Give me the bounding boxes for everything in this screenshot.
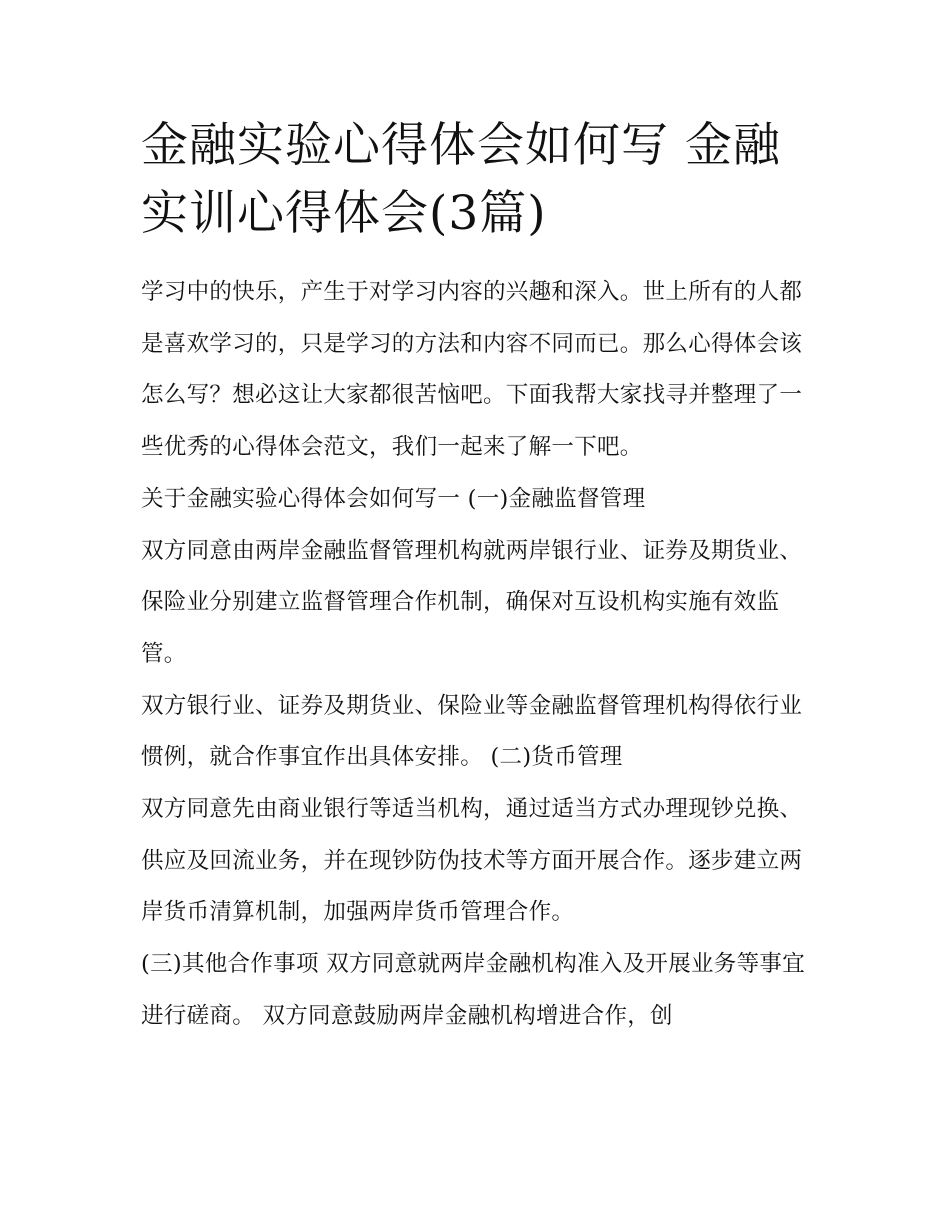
document-title: 金融实验心得体会如何写 金融实训心得体会(3篇) [141,118,781,241]
document-body [141,267,813,1043]
document-page [141,112,813,1043]
paragraph-supervision-mechanism: 双方同意由两岸金融监督管理机构就两岸银行业、证券及期货业、保险业分别建立监督管理合作机制，确保对互设机构实施有效监管。 [141,537,803,667]
section-heading-financial-supervision: 关于金融实验心得体会如何写一 (一)金融监督管理 [141,485,646,512]
paragraph-other-cooperation: (三)其他合作事项 双方同意就两岸金融机构准入及开展业务等事宜进行磋商。 双方同意鼓励两岸金融机构增进合作，创 [141,951,806,1029]
paragraph-currency-management: 双方同意先由商业银行等适当机构，通过适当方式办理现钞兑换、供应及回流业务，并在现钞防伪技术等方面开展合作。逐步建立两岸货币清算机制，加强两岸货币管理合作。 [141,796,803,926]
paragraph-intro: 学习中的快乐，产生于对学习内容的兴趣和深入。世上所有的人都是喜欢学习的，只是学习的方法和内容不同而已。那么心得体会该怎么写？想必这让大家都很苦恼吧。下面我帮大家找寻并整理了一些优秀的心得体会范文，我们一起来了解一下吧。 [141,279,803,461]
paragraph-supervision-arrangements: 双方银行业、证券及期货业、保险业等金融监督管理机构得依行业惯例，就合作事宜作出具体安排。 (二)货币管理 [141,692,803,771]
